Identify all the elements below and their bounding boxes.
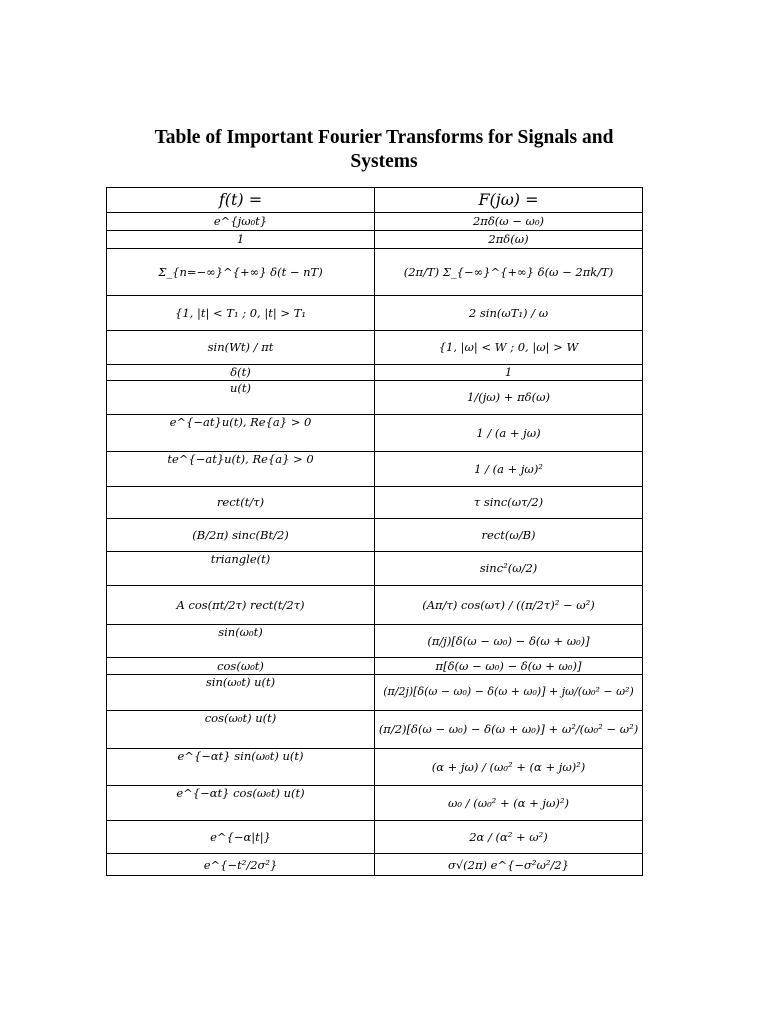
frequency-domain-cell [375, 213, 642, 230]
time-domain-cell-text: 1 [236, 232, 245, 247]
fourier-transform-table [106, 187, 643, 876]
time-domain-cell-text: cos(ω₀t) u(t) [204, 711, 277, 725]
time-domain-cell [107, 586, 374, 624]
frequency-domain-cell [375, 519, 642, 551]
time-domain-cell [107, 711, 374, 748]
time-domain-cell [107, 249, 374, 295]
frequency-domain-cell [375, 331, 642, 364]
frequency-domain-cell-text: 2α / (α² + ω²) [469, 829, 548, 844]
frequency-domain-cell-text: {1, |ω| < W ; 0, |ω| > W [438, 340, 579, 355]
frequency-domain-cell-text: rect(ω/B) [481, 527, 536, 542]
frequency-domain-cell-text: (α + jω) / (ω₀² + (α + jω)²) [431, 759, 586, 774]
frequency-domain-cell [375, 231, 642, 248]
time-domain-cell-text: {1, |t| < T₁ ; 0, |t| > T₁ [175, 305, 306, 320]
time-domain-cell [107, 854, 374, 876]
time-domain-cell [107, 296, 374, 330]
frequency-domain-cell-text: 1 [504, 365, 513, 380]
frequency-domain-cell-text: sinc²(ω/2) [479, 561, 538, 576]
time-domain-cell [107, 365, 374, 380]
frequency-domain-cell [375, 552, 642, 585]
frequency-domain-cell [375, 675, 642, 710]
time-domain-cell-text: δ(t) [230, 365, 251, 380]
time-domain-cell-text: u(t) [229, 381, 251, 395]
time-domain-cell [107, 625, 374, 657]
frequency-domain-cell [375, 365, 642, 380]
time-domain-cell [107, 487, 374, 518]
time-domain-cell-text: e^{−at}u(t), Re{a} > 0 [169, 415, 312, 429]
time-domain-cell-text: e^{−α|t|} [210, 829, 271, 844]
time-domain-cell-text: e^{jω₀t} [213, 214, 268, 229]
time-domain-cell [107, 552, 374, 585]
time-domain-cell [107, 381, 374, 414]
time-domain-cell [107, 519, 374, 551]
header-F-of-jw [375, 188, 642, 212]
frequency-domain-cell-text: (π/2)[δ(ω − ω₀) − δ(ω + ω₀)] + ω²/(ω₀² − ω²) [378, 722, 639, 737]
time-domain-cell-text: A cos(πt/2τ) rect(t/2τ) [176, 597, 305, 612]
frequency-domain-cell-text: 1/(jω) + πδ(ω) [467, 390, 550, 405]
time-domain-cell [107, 658, 374, 674]
frequency-domain-cell [375, 711, 642, 748]
frequency-domain-cell-text: (π/j)[δ(ω − ω₀) − δ(ω + ω₀)] [427, 633, 590, 648]
frequency-domain-cell [375, 749, 642, 785]
frequency-domain-cell-text: 2 sin(ωT₁) / ω [468, 305, 549, 320]
time-domain-cell-text: e^{−αt} cos(ω₀t) u(t) [176, 786, 305, 800]
frequency-domain-cell-text: (2π/T) Σ_{−∞}^{+∞} δ(ω − 2πk/T) [403, 264, 614, 279]
frequency-domain-cell [375, 296, 642, 330]
time-domain-cell [107, 415, 374, 451]
frequency-domain-cell [375, 625, 642, 657]
time-domain-cell-text: sin(ω₀t) u(t) [205, 675, 276, 689]
header-f-of-t [107, 188, 374, 212]
header-F-of-jw-text: F(jω) = [478, 190, 539, 210]
time-domain-cell-text: Σ_{n=−∞}^{+∞} δ(t − nT) [158, 264, 323, 279]
header-f-of-t-text: f(t) = [218, 190, 263, 210]
frequency-domain-cell-text: 2πδ(ω) [488, 232, 529, 247]
time-domain-cell-text: (B/2π) sinc(Bt/2) [192, 527, 289, 542]
frequency-domain-cell-text: ω₀ / (ω₀² + (α + jω)²) [448, 795, 569, 810]
frequency-domain-cell-text: 1 / (a + jω) [476, 425, 541, 440]
time-domain-cell [107, 231, 374, 248]
time-domain-cell-text: triangle(t) [210, 552, 271, 566]
time-domain-cell-text: e^{−t²/2σ²} [203, 857, 278, 872]
frequency-domain-cell [375, 854, 642, 876]
title-line-2: Systems [350, 151, 418, 172]
title-line-1: Table of Important Fourier Transforms for Signals and [154, 127, 614, 148]
time-domain-cell [107, 331, 374, 364]
frequency-domain-cell-text: π[δ(ω − ω₀) − δ(ω + ω₀)] [435, 658, 582, 673]
frequency-domain-cell [375, 452, 642, 486]
time-domain-cell-text: sin(Wt) / πt [207, 340, 274, 355]
time-domain-cell-text: sin(ω₀t) [218, 625, 263, 639]
column-divider [374, 188, 375, 875]
frequency-domain-cell-text: σ√(2π) e^{−σ²ω²/2} [447, 857, 570, 872]
frequency-domain-cell-text: 2πδ(ω − ω₀) [472, 214, 545, 229]
frequency-domain-cell-text: (π/2j)[δ(ω − ω₀) − δ(ω + ω₀)] + jω/(ω₀² − ω²) [383, 685, 634, 699]
frequency-domain-cell-text: τ sinc(ωτ/2) [473, 495, 544, 510]
frequency-domain-cell [375, 786, 642, 820]
time-domain-cell [107, 452, 374, 486]
time-domain-cell-text: te^{−at}u(t), Re{a} > 0 [167, 452, 314, 466]
time-domain-cell-text: cos(ω₀t) [217, 658, 264, 673]
frequency-domain-cell [375, 381, 642, 414]
time-domain-cell [107, 213, 374, 230]
time-domain-cell [107, 786, 374, 820]
frequency-domain-cell-text: 1 / (a + jω)² [474, 461, 543, 476]
page-title [120, 126, 648, 174]
time-domain-cell [107, 675, 374, 710]
frequency-domain-cell [375, 658, 642, 674]
frequency-domain-cell [375, 249, 642, 295]
time-domain-cell-text: e^{−αt} sin(ω₀t) u(t) [177, 749, 304, 763]
frequency-domain-cell [375, 487, 642, 518]
frequency-domain-cell [375, 586, 642, 624]
frequency-domain-cell [375, 415, 642, 451]
time-domain-cell-text: rect(t/τ) [216, 495, 265, 510]
frequency-domain-cell-text: (Aπ/τ) cos(ωτ) / ((π/2τ)² − ω²) [422, 597, 595, 612]
frequency-domain-cell [375, 821, 642, 853]
time-domain-cell [107, 821, 374, 853]
time-domain-cell [107, 749, 374, 785]
